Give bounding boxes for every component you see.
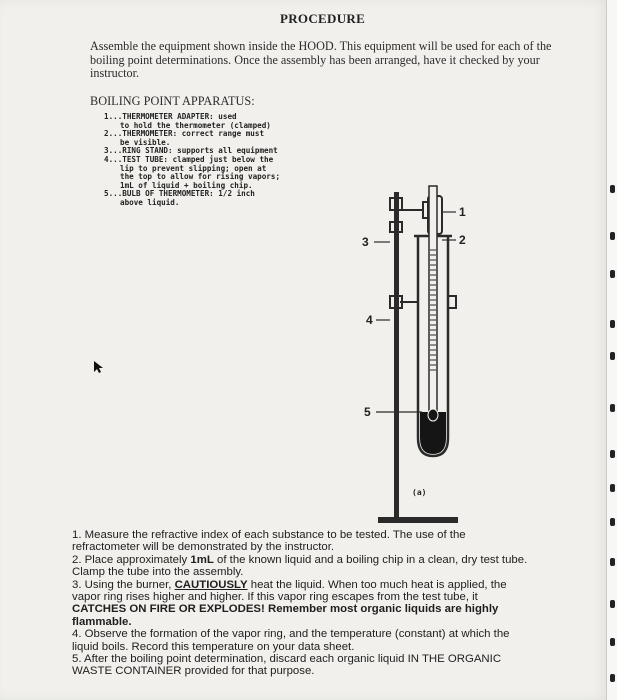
label-2: 2 [459,233,466,247]
legend-line: 1mL of liquid + boiling chip. [120,180,253,190]
legend-line: 4...TEST TUBE: clamped just below the [104,154,274,164]
step-item: 1. Measure the refractive index of each substance to be tested. The use of the refractometer will be demonstrated by the instructor. [72,529,466,554]
legend-line: 2...THERMOMETER: correct range must [104,129,265,139]
legend-line: lip to prevent slipping; open at [120,163,267,173]
thermometer-bulb [428,409,438,421]
legend-item [104,130,314,147]
legend-line: be visible. [120,137,171,147]
step-item: 2. Place approximately 1mL of the known liquid and a boiling chip in a clean, dry test tube. Clamp the tube into the assembly. [72,553,528,579]
thermometer [429,186,437,418]
label-4: 4 [366,313,373,327]
step-item: 4. Observe the formation of the vapor ring, and the temperature (constant) at which the liquid boils. Record this temperature on your data sheet. [72,628,510,653]
label-1: 1 [459,205,466,219]
legend-item [104,113,314,130]
legend-line: above liquid. [120,197,180,207]
legend-line: 5...BULB OF THERMOMETER: 1/2 inch [104,189,255,199]
ring-stand-rod [394,192,399,518]
ring-stand-base [378,517,458,523]
step-item: 5. After the boiling point determination, discard each organic liquid IN THE ORGANIC WASTE CONTAINER provided for that purpose. [72,653,502,678]
boiling-point-apparatus-diagram [330,160,490,530]
apparatus-legend [104,113,314,208]
legend-item [104,190,314,207]
page-edge [606,0,617,700]
label-5: 5 [364,405,371,419]
page-title: PROCEDURE [280,11,366,26]
legend-item [104,156,314,190]
intro-paragraph: Assemble the equipment shown inside the HOOD. This equipment will be used for each of the boiling point determinations. Once the assembly has been arranged, have it checked by your instructor. [90,39,552,80]
procedure-steps [72,529,532,678]
legend-line: 3...RING STAND: supports all equipment [104,146,278,156]
legend-line: 1...THERMOMETER ADAPTER: used [104,112,237,121]
test-tube-clamp [390,296,456,308]
legend-line: the top to allow for rising vapors; [120,172,281,182]
step-item: 3. Using the burner, CAUTIOUSLY heat the liquid. When too much heat is applied, the vapor ring rises higher and higher. If this vapor ring escapes from the test tube, it CATCHES ON FIRE OR EXPLODES! Remember most organic liquids are highly flammable. [72,578,507,628]
label-3: 3 [362,235,369,249]
apparatus-heading: BOILING POINT APPARATUS: [90,94,255,108]
cursor-arrow-icon [92,360,104,374]
legend-line: to hold the thermometer (clamped) [120,120,271,130]
diagram-caption: (a) [412,488,427,497]
